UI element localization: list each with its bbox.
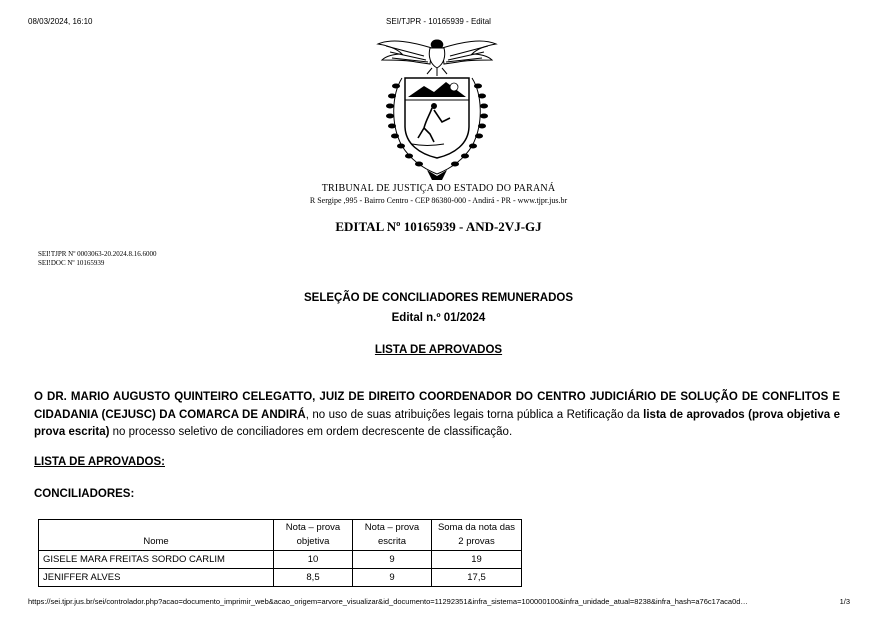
header-name: Nome — [39, 520, 274, 551]
print-page-title: SEI/TJPR - 10165939 - Edital — [386, 17, 491, 26]
conciliators-label: CONCILIADORES: — [34, 488, 135, 500]
paragraph-text-1: , no uso de suas atribuições legais torna pública a Retificação da — [305, 408, 644, 421]
cell-written: 9 — [353, 569, 432, 587]
print-datetime: 08/03/2024, 16:10 — [28, 17, 93, 26]
print-page-number: 1/3 — [839, 597, 850, 606]
cell-sum: 17,5 — [432, 569, 522, 587]
approved-list-label: LISTA DE APROVADOS: — [34, 456, 165, 468]
paragraph-bold-intro: O DR. MARIO AUGUSTO QUINTEIRO CELEGATTO, JUIZ DE DIREITO COORDENADOR DO CENTRO JUDICIÁRIO DE SOLUÇÃO DE CONFLITOS E CIDADANIA (CEJUSC) DA COMARCA DE ANDIRÁ — [34, 391, 840, 421]
approved-list-title: LISTA DE APROVADOS — [374, 344, 503, 356]
table-row — [39, 551, 522, 569]
table-row — [39, 569, 522, 587]
paragraph-bold-mid: lista de aprovados (prova objetiva e prova escrita) — [34, 408, 841, 438]
cell-name: GISELE MARA FREITAS SORDO CARLIM — [39, 551, 274, 569]
institution-name: TRIBUNAL DE JUSTIÇA DO ESTADO DO PARANÁ — [321, 183, 556, 194]
cell-written: 9 — [353, 551, 432, 569]
header-objective: Nota – prova objetiva — [274, 520, 353, 551]
sei-process-number: SEI!TJPR Nº 0003063-20.2024.8.16.6000 — [38, 250, 157, 258]
header-written: Nota – prova escrita — [353, 520, 432, 551]
selection-heading: SELEÇÃO DE CONCILIADORES REMUNERADOS — [304, 292, 573, 304]
parana-coat-of-arms-logo — [372, 34, 502, 184]
sei-references — [38, 250, 156, 268]
cell-sum: 19 — [432, 551, 522, 569]
institution-address: R Sergipe ,995 - Bairro Centro - CEP 86380-000 - Andirá - PR - www.tjpr.jus.br — [309, 196, 568, 205]
edital-title: EDITAL Nº 10165939 - AND-2VJ-GJ — [335, 219, 542, 234]
results-table — [38, 519, 522, 587]
announcement-paragraph — [34, 389, 840, 442]
paragraph-text-2: no processo seletivo de conciliadores em ordem decrescente de classificação. — [109, 426, 513, 438]
table-header-row — [39, 520, 522, 551]
cell-objective: 10 — [274, 551, 353, 569]
print-url: https://sei.tjpr.jus.br/sei/controlador.php?acao=documento_imprimir_web&acao_origem=arvore_visualizar&id_documento=11292351&infra_sistema=100000100&infra_unidade_atual=8238&infra_hash=a76c17aca0d… — [28, 597, 748, 606]
cell-objective: 8,5 — [274, 569, 353, 587]
edital-number: Edital n.º 01/2024 — [391, 312, 486, 324]
cell-name: JENIFFER ALVES — [39, 569, 274, 587]
header-sum: Soma da nota das 2 provas — [432, 520, 522, 551]
sei-doc-number: SEI!DOC Nº 10165939 — [38, 259, 105, 267]
